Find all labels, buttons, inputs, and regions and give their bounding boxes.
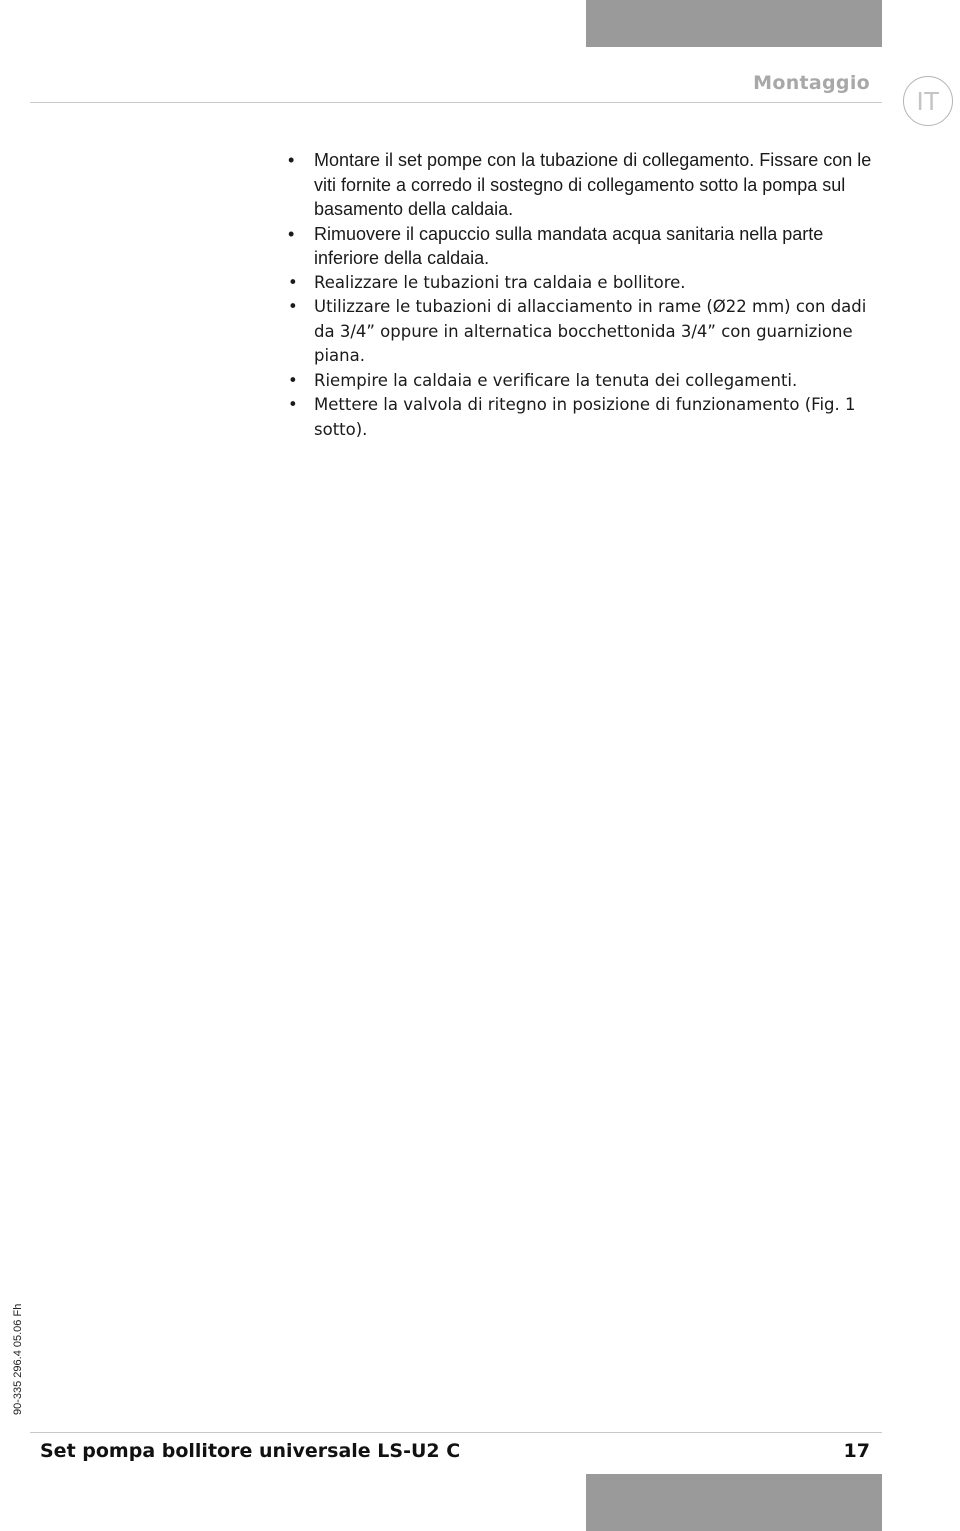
list-item-text: Rimuovere il capuccio sulla mandata acqua sanitaria nella parte inferiore della caldaia. <box>314 223 824 268</box>
document-code: 90-335 296.4 05.06 Fh <box>12 1303 24 1415</box>
header-divider <box>30 102 882 103</box>
document-title: Set pompa bollitore universale LS-U2 C <box>40 1440 461 1462</box>
header-bar <box>586 0 882 47</box>
instruction-list <box>282 148 882 442</box>
page-number: 17 <box>843 1440 870 1462</box>
bullet-icon: • <box>288 370 298 390</box>
list-item-text: Riempire la caldaia e verificare la tenuta dei collegamenti. <box>314 370 798 390</box>
bullet-icon: • <box>288 297 298 316</box>
list-item-text: Utilizzare le tubazioni di allacciamento in rame (Ø22 mm) con dadi da 3/4” oppure in alternatica bocchettonida 3/4” con guarnizione piana. <box>314 297 867 365</box>
footer-divider <box>30 1432 882 1433</box>
list-item <box>282 295 882 369</box>
footer-bar <box>586 1474 882 1531</box>
bullet-icon: • <box>288 395 298 414</box>
section-title: Montaggio <box>753 72 870 94</box>
bullet-icon: • <box>288 272 298 292</box>
list-item-text: Mettere la valvola di ritegno in posizione di funzionamento (Fig. 1 sotto). <box>314 395 856 439</box>
list-item <box>282 222 882 271</box>
list-item-text: Realizzare le tubazioni tra caldaia e bollitore. <box>314 272 686 292</box>
bullet-icon: • <box>288 223 295 244</box>
list-item <box>282 369 882 394</box>
language-badge: IT <box>903 76 953 126</box>
list-item <box>282 393 882 442</box>
list-item <box>282 148 882 222</box>
list-item <box>282 271 882 296</box>
list-item-text: Montare il set pompe con la tubazione di collegamento. Fissare con le viti fornite a corredo il sostegno di collegamento sotto la pompa sul basamento della caldaia. <box>314 150 872 219</box>
bullet-icon: • <box>288 150 295 170</box>
